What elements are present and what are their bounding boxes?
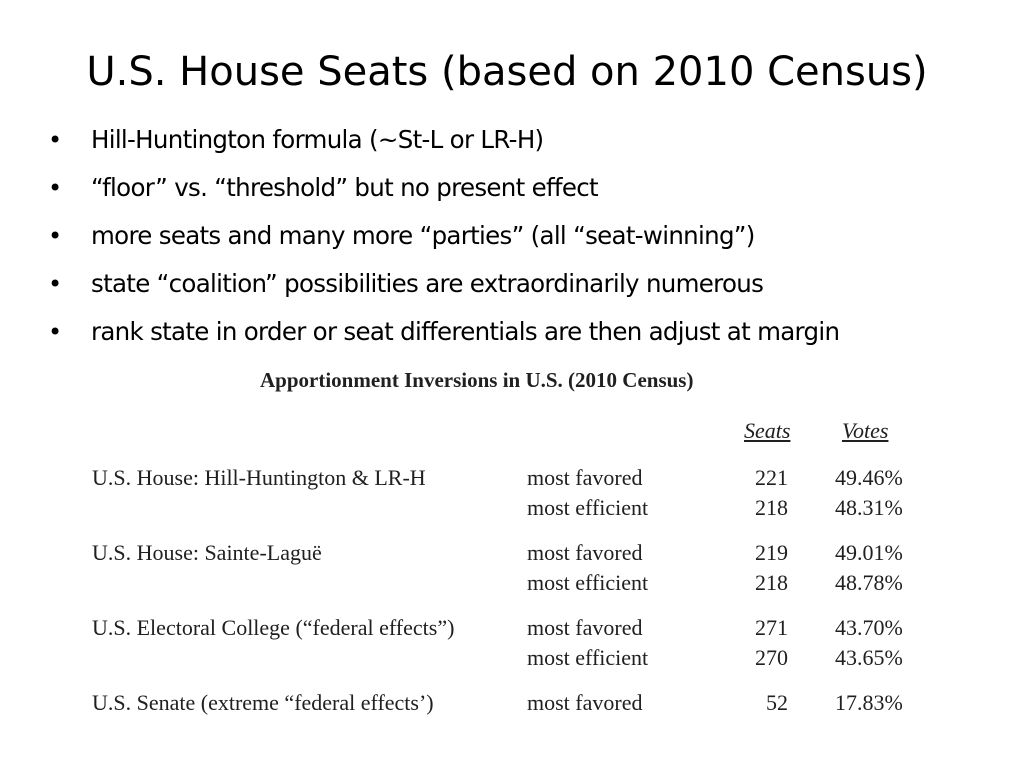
row-label: U.S. Senate (extreme “federal effects’) — [92, 690, 434, 715]
bullet-item — [48, 308, 1008, 356]
row-seats: 219 — [755, 540, 788, 565]
row-kind: most efficient — [527, 645, 649, 670]
row-seats: 270 — [755, 645, 788, 670]
bullet-text: Hill-Huntington formula (~St-L or LR-H) — [91, 125, 544, 154]
row-kind: most favored — [527, 465, 643, 490]
row-kind: most favored — [527, 615, 643, 640]
row-votes: 17.83% — [835, 690, 903, 715]
table-row — [90, 643, 930, 673]
row-kind: most favored — [527, 690, 643, 715]
bullet-marker: • — [48, 174, 62, 202]
row-seats: 218 — [755, 495, 788, 520]
bullet-item — [48, 260, 1008, 308]
table-row — [90, 613, 930, 643]
row-votes: 49.46% — [835, 465, 903, 490]
bullet-marker: • — [48, 126, 62, 154]
row-kind: most favored — [527, 540, 643, 565]
table-row — [90, 568, 930, 598]
apportionment-table-image — [90, 368, 930, 724]
row-label: U.S. Electoral College (“federal effects”) — [92, 615, 455, 640]
votes-column-header: Votes — [842, 418, 889, 443]
bullet-text: “floor” vs. “threshold” but no present effect — [91, 173, 598, 202]
table-row — [90, 538, 930, 568]
bullet-list — [48, 116, 1008, 356]
bullet-marker: • — [48, 318, 62, 346]
seats-column-header: Seats — [744, 418, 791, 443]
bullet-text: rank state in order or seat differentials are then adjust at margin — [91, 317, 840, 346]
row-kind: most efficient — [527, 570, 649, 595]
slide-title: U.S. House Seats (based on 2010 Census) — [86, 49, 928, 95]
row-label: U.S. House: Hill-Huntington & LR-H — [92, 465, 426, 490]
table-row — [90, 493, 930, 523]
bullet-item — [48, 164, 1008, 212]
bullet-marker: • — [48, 270, 62, 298]
row-votes: 49.01% — [835, 540, 903, 565]
row-seats: 271 — [755, 615, 788, 640]
bullet-text: more seats and many more “parties” (all “seat-winning”) — [91, 221, 755, 250]
table-caption: Apportionment Inversions in U.S. (2010 Census) — [260, 368, 694, 392]
row-kind: most efficient — [527, 495, 649, 520]
row-votes: 43.70% — [835, 615, 903, 640]
row-votes: 48.78% — [835, 570, 903, 595]
row-votes: 43.65% — [835, 645, 903, 670]
row-seats: 52 — [766, 690, 788, 715]
bullet-marker: • — [48, 222, 62, 250]
row-votes: 48.31% — [835, 495, 903, 520]
bullet-item — [48, 212, 1008, 260]
row-label: U.S. House: Sainte-Laguë — [92, 540, 322, 565]
table-row — [90, 688, 930, 718]
row-seats: 221 — [755, 465, 788, 490]
bullet-text: state “coalition” possibilities are extraordinarily numerous — [91, 269, 764, 298]
row-seats: 218 — [755, 570, 788, 595]
bullet-item — [48, 116, 1008, 164]
table-row — [90, 463, 930, 493]
